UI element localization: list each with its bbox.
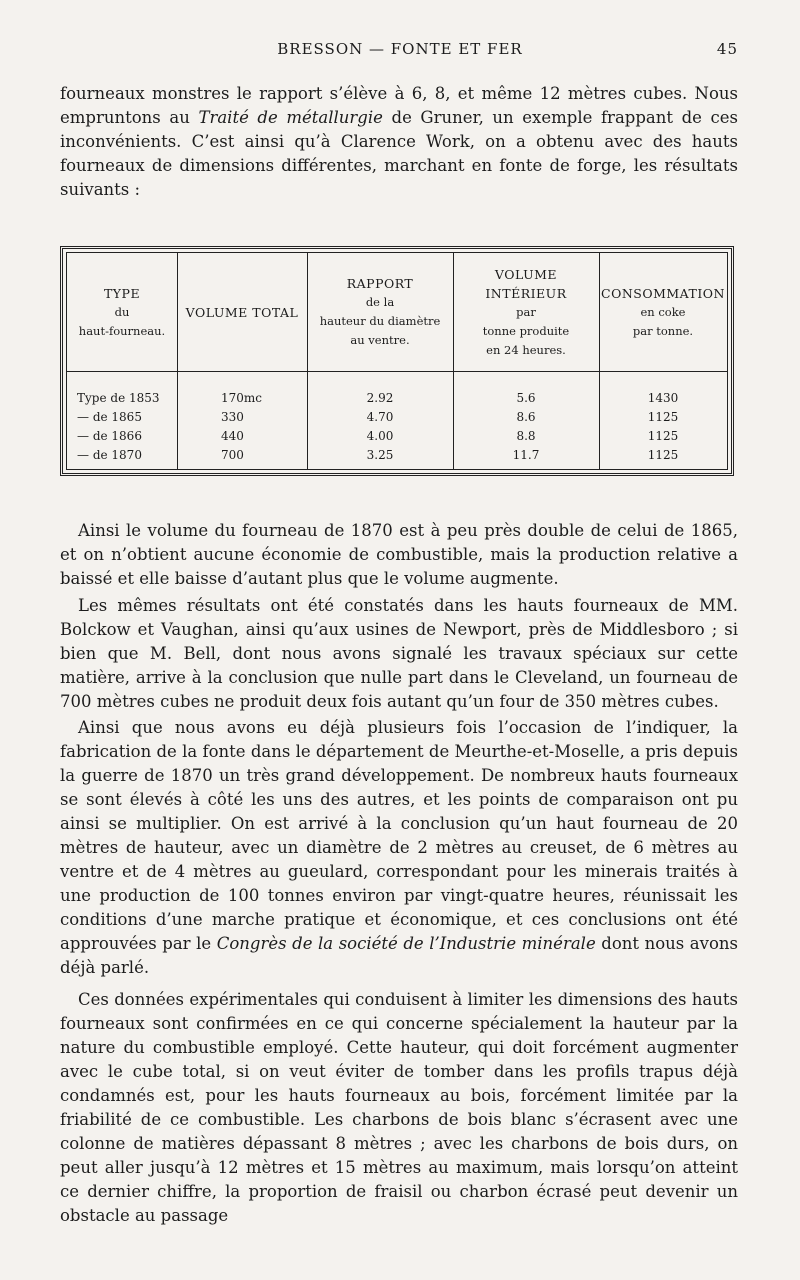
row-1-consommation: 1430 — [647, 391, 679, 405]
row-3-type: — de 1866 — [77, 429, 142, 443]
row-4-volume: 700 — [221, 448, 244, 462]
column-volume — [177, 253, 308, 469]
paragraph-1: Ainsi le volume du fourneau de 1870 est à peu près double de celui de 1865, et on n’obtient aucune économie de combustible, mais la production relative a baissé et elle baisse d’autant plus que le volume augmente. — [60, 521, 738, 588]
paragraph-2: Les mêmes résultats ont été constatés dans les hauts fourneaux de MM. Bolckow et Vaughan, ainsi qu’aux usines de Newport, près de Middlesboro ; si bien que M. Bell, dont nous avons signalé les travaux spéciaux sur cette matière, arrive à la conclusion que nulle part dans le Cleveland, un fourneau de 700 mètres cubes ne produit deux fois autant qu’un four de 350 mètres cubes. — [60, 596, 738, 711]
row-2-consommation: 1125 — [647, 410, 679, 424]
row-2-type: — de 1865 — [77, 410, 142, 424]
page-number: 45 — [716, 40, 738, 58]
header-consommation: CONSOMMATION en coke par tonne. — [599, 253, 727, 372]
row-1-type: Type de 1853 — [77, 391, 160, 405]
row-4-volume-interieur: 11.7 — [512, 448, 540, 462]
header-volume: VOLUME TOTAL — [177, 253, 307, 372]
running-title: BRESSON — FONTE ET FER — [277, 40, 523, 58]
row-4-consommation: 1125 — [647, 448, 679, 462]
row-3-rapport: 4.00 — [366, 429, 394, 443]
row-2-volume: 330 — [221, 410, 244, 424]
intro-paragraph: fourneaux monstres le rapport s’élève à 6, 8, et même 12 mètres cubes. Nous empruntons au Traité de métallurgie de Gruner, un exemple frappant de ces inconvénients. C’est ainsi qu’à Clarence Work, on a obtenu avec des hauts fourneaux de dimensions différentes, marchant en fonte de forge, les résultats suivants : — [60, 84, 738, 199]
header-type: TYPE du haut-fourneau. — [67, 253, 177, 372]
row-1-rapport: 2.92 — [366, 391, 394, 405]
column-volume-interieur — [453, 253, 600, 469]
row-4-rapport: 3.25 — [366, 448, 394, 462]
column-consommation — [599, 253, 727, 469]
row-3-volume-interieur: 8.8 — [516, 429, 536, 443]
header-volume-interieur: VOLUME INTÉRIEUR par tonne produite en 24 heures. — [453, 253, 599, 372]
column-type — [67, 253, 178, 469]
row-2-volume-interieur: 8.6 — [516, 410, 536, 424]
row-1-volume: 170mc — [221, 391, 263, 405]
paragraph-4: Ces données expérimentales qui conduisent à limiter les dimensions des hauts fourneaux sont confirmées en ce qui concerne spécialement la hauteur par la nature du combustible employé. Cette hauteur, qui doit forcément augmenter avec le cube total, si on veut éviter de tomber dans les profils trapus déjà condamnés est, pour les hauts fourneaux au bois, forcément limitée par la friabilité de ce combustible. Les charbons de bois blanc s’écrasent avec une colonne de matières dépassant 8 mètres ; avec les charbons de bois durs, on peut aller jusqu’à 12 mètres et 15 mètres au maximum, mais lorsqu’on atteint ce dernier chiffre, la proportion de fraisil ou charbon écrasé peut devenir un obstacle au passage — [60, 990, 738, 1225]
row-1-volume-interieur: 5.6 — [516, 391, 536, 405]
row-3-volume: 440 — [221, 429, 244, 443]
paragraph-3: Ainsi que nous avons eu déjà plusieurs fois l’occasion de l’indiquer, la fabrication de la fonte dans le département de Meurthe-et-Moselle, a pris depuis la guerre de 1870 un très grand développement. De nombreux hauts fourneaux se sont élevés à côté les uns des autres, et les points de comparaison ont pu ainsi se multiplier. On est arrivé à la conclusion qu’un haut fourneau de 20 mètres de hauteur, avec un diamètre de 2 mètres au creuset, de 6 mètres au ventre et de 4 mètres au gueulard, correspondant pour les minerais traités à une production de 100 tonnes environ par vingt-quatre heures, réunissait les conditions d’une marche pratique et économique, et ces conclusions ont été approuvées par le Congrès de la société de l’Industrie minérale dont nous avons déjà parlé. — [60, 718, 738, 977]
congress-title: Congrès de la société de l’Industrie minérale — [216, 934, 596, 953]
results-table — [60, 246, 734, 476]
row-4-type: — de 1870 — [77, 448, 142, 462]
book-title: Traité de métallurgie — [198, 108, 383, 127]
column-rapport — [307, 253, 454, 469]
row-3-consommation: 1125 — [647, 429, 679, 443]
header-rapport: RAPPORT de la hauteur du diamètre au ventre. — [307, 253, 453, 372]
row-2-rapport: 4.70 — [366, 410, 394, 424]
running-header — [62, 40, 738, 64]
